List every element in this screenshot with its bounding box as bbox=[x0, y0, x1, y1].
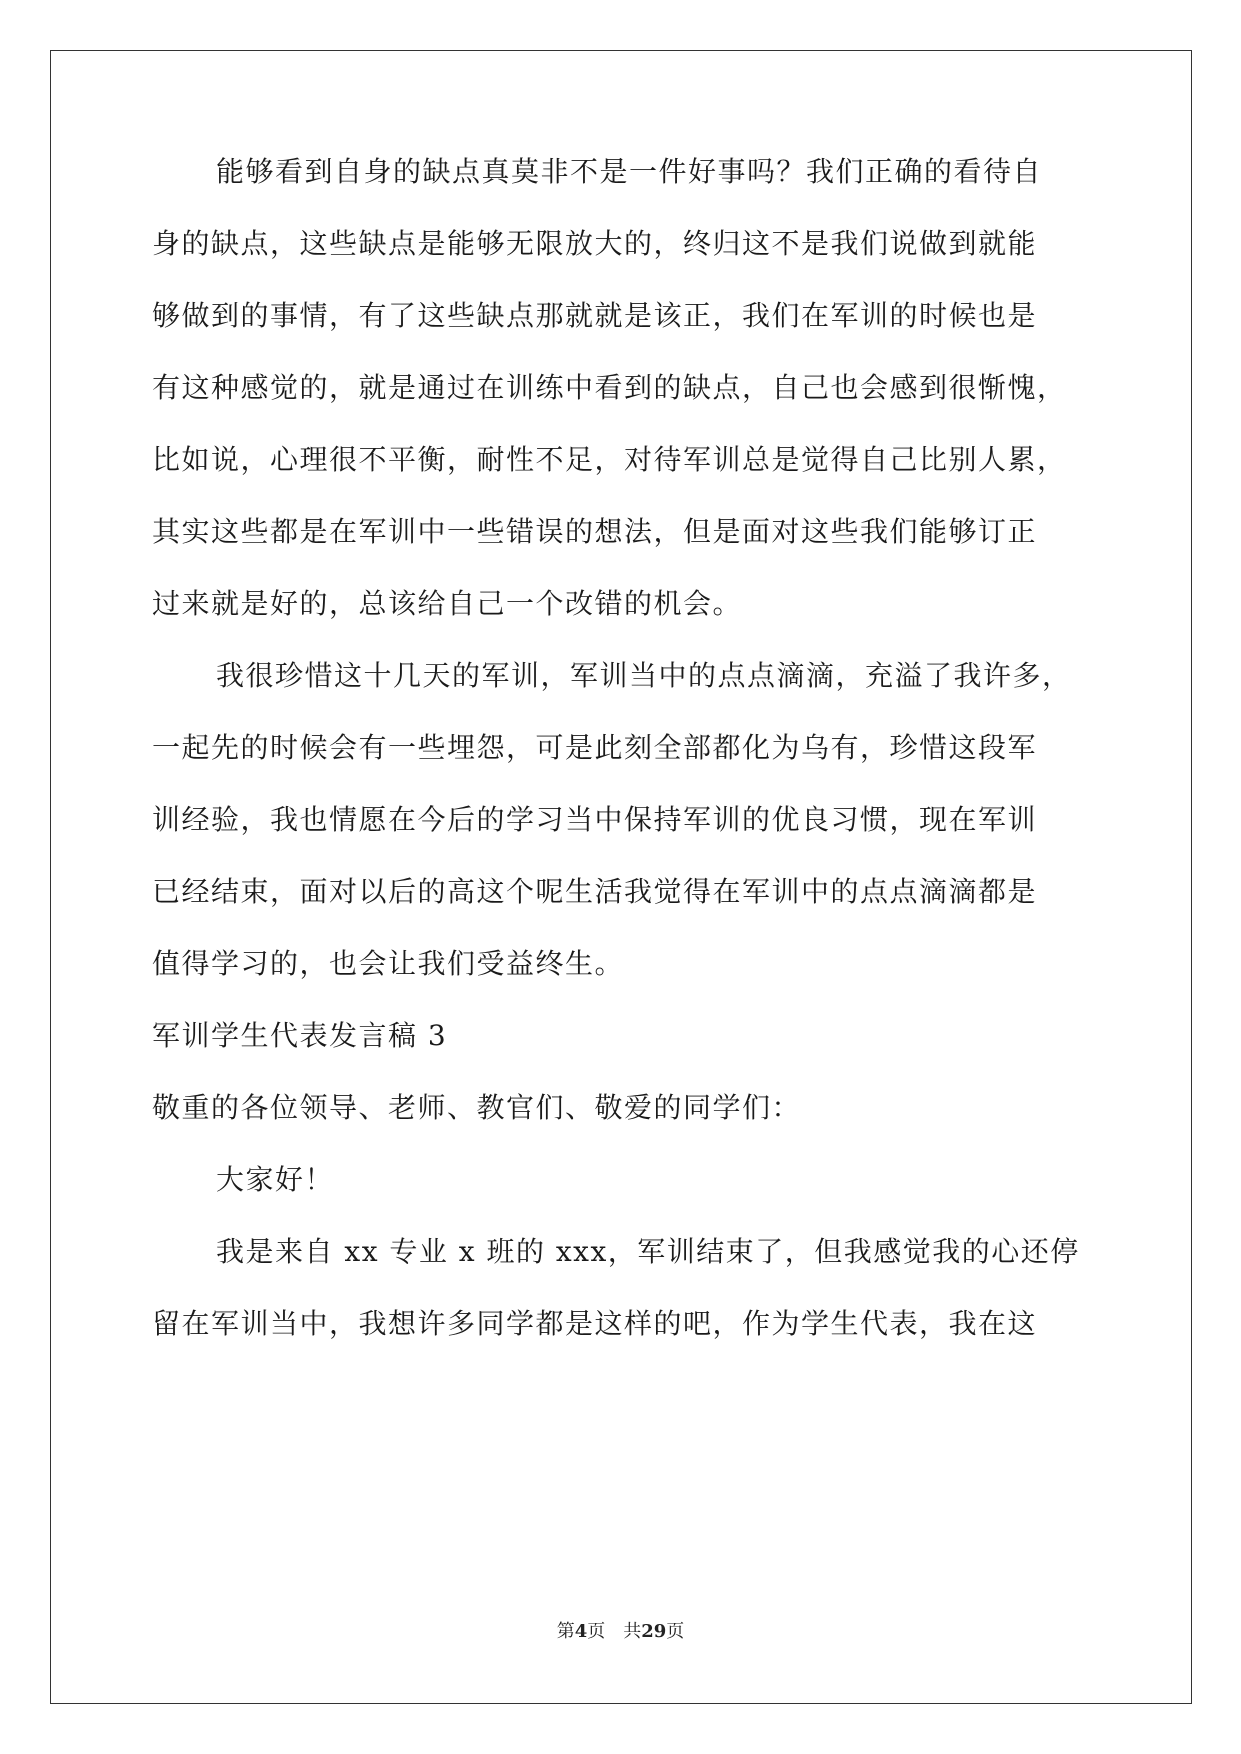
footer-suffix: 页 bbox=[666, 1621, 685, 1642]
paragraph-line: 身的缺点，这些缺点是能够无限放大的，终归这不是我们说做到就能 bbox=[152, 227, 1038, 260]
paragraph-line: 值得学习的，也会让我们受益终生。 bbox=[152, 947, 625, 980]
footer-prefix: 第 bbox=[556, 1621, 575, 1642]
paragraph-line: 一起先的时候会有一些埋怨，可是此刻全部都化为乌有，珍惜这段军 bbox=[152, 731, 1038, 764]
paragraph-line: 比如说，心理很不平衡，耐性不足，对待军训总是觉得自己比别人累， bbox=[152, 443, 1067, 476]
section-heading: 军训学生代表发言稿 3 bbox=[152, 1019, 448, 1052]
paragraph-line: 过来就是好的，总该给自己一个改错的机会。 bbox=[152, 587, 743, 620]
paragraph-line: 留在军训当中，我想许多同学都是这样的吧，作为学生代表，我在这 bbox=[152, 1307, 1038, 1340]
total-page-number: 29 bbox=[641, 1621, 667, 1642]
paragraph-line: 训经验，我也情愿在今后的学习当中保持军训的优良习惯，现在军训 bbox=[152, 803, 1038, 836]
paragraph-line: 我很珍惜这十几天的军训，军训当中的点点滴滴，充溢了我许多， bbox=[216, 659, 1072, 692]
paragraph-line: 有这种感觉的，就是通过在训练中看到的缺点，自己也会感到很惭愧， bbox=[152, 371, 1067, 404]
salutation-line: 敬重的各位领导、老师、教官们、敬爱的同学们： bbox=[152, 1091, 802, 1124]
page-footer bbox=[0, 1620, 1241, 1644]
paragraph-line: 已经结束，面对以后的高这个呢生活我觉得在军训中的点点滴滴都是 bbox=[152, 875, 1038, 908]
paragraph-line: 够做到的事情，有了这些缺点那就就是该正，我们在军训的时候也是 bbox=[152, 299, 1038, 332]
paragraph-line: 能够看到自身的缺点真莫非不是一件好事吗？我们正确的看待自 bbox=[216, 155, 1043, 188]
current-page-number: 4 bbox=[574, 1621, 588, 1642]
paragraph-line: 我是来自 xx 专业 x 班的 xxx，军训结束了，但我感觉我的心还停 bbox=[216, 1235, 1080, 1268]
paragraph-line: 其实这些都是在军训中一些错误的想法，但是面对这些我们能够订正 bbox=[152, 515, 1038, 548]
greeting-line: 大家好！ bbox=[216, 1163, 335, 1196]
footer-mid: 页 共 bbox=[587, 1621, 642, 1642]
